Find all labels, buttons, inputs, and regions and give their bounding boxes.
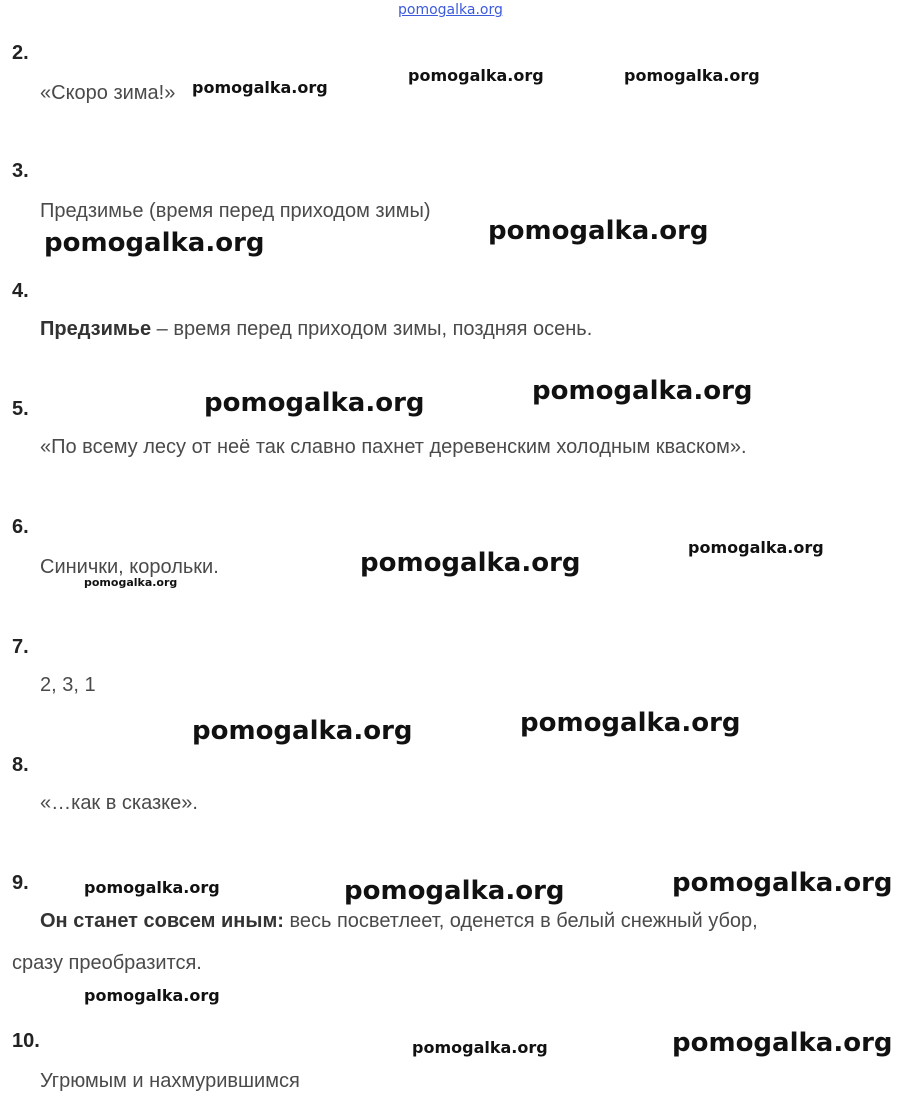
answer-text: Синички, корольки. (40, 556, 219, 578)
watermark: pomogalka.org (488, 216, 709, 246)
watermark: pomogalka.org (84, 576, 178, 589)
watermark: pomogalka.org (84, 986, 220, 1005)
watermark: pomogalka.org (412, 1038, 548, 1057)
watermark: pomogalka.org (688, 538, 824, 557)
answer-text: «…как в сказке». (40, 792, 198, 814)
item-number: 2. (12, 42, 29, 64)
item-number: 6. (12, 516, 29, 538)
watermark: pomogalka.org (672, 868, 893, 898)
watermark: pomogalka.org (408, 66, 544, 85)
answer-text: «По всему лесу от неё так славно пахнет деревенским холодным кваском». (40, 436, 747, 458)
answer-definition: весь посветлеет, оденется в белый снежный убор, (283, 910, 758, 932)
answer-text: Предзимье (время перед приходом зимы) (40, 200, 431, 222)
answer-text-continued: сразу преобразится. (12, 952, 202, 974)
item-number: 8. (12, 754, 29, 776)
item-number: 4. (12, 280, 29, 302)
answer-text (40, 318, 592, 341)
item-number: 9. (12, 872, 29, 894)
watermark: pomogalka.org (624, 66, 760, 85)
watermark: pomogalka.org (360, 548, 581, 578)
watermark: pomogalka.org (204, 388, 425, 418)
item-number: 10. (12, 1030, 40, 1052)
answer-definition: – время перед приходом зимы, поздняя осень. (151, 318, 593, 340)
item-number: 3. (12, 160, 29, 182)
item-number: 5. (12, 398, 29, 420)
watermark: pomogalka.org (192, 716, 413, 746)
answer-bold-term: Он станет совсем иным: (40, 910, 284, 932)
watermark: pomogalka.org (344, 876, 565, 906)
answer-text: Угрюмым и нахмурившимся (40, 1070, 300, 1092)
watermark: pomogalka.org (84, 878, 220, 897)
watermark: pomogalka.org (520, 708, 741, 738)
watermark: pomogalka.org (44, 228, 265, 258)
watermark: pomogalka.org (672, 1028, 893, 1058)
answer-text: 2, 3, 1 (40, 674, 96, 696)
answer-text: «Скоро зима!» (40, 82, 176, 104)
site-link[interactable]: pomogalka.org (398, 2, 503, 18)
watermark: pomogalka.org (532, 376, 753, 406)
item-number: 7. (12, 636, 29, 658)
watermark: pomogalka.org (192, 78, 328, 97)
answer-bold-term: Предзимье (40, 318, 152, 340)
answer-text (40, 910, 758, 933)
